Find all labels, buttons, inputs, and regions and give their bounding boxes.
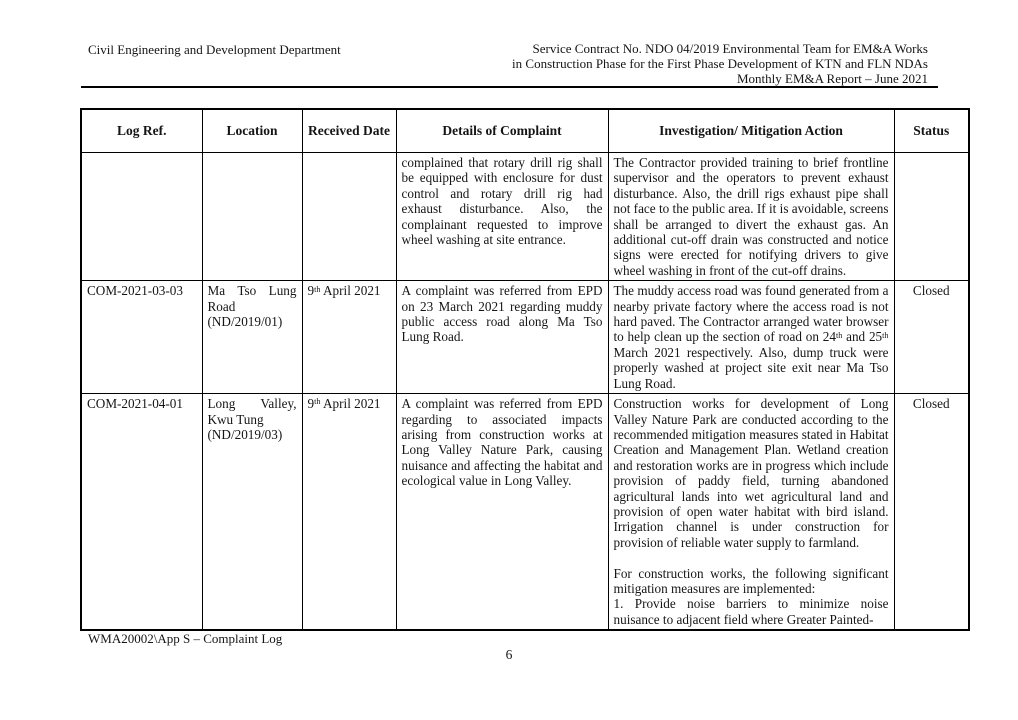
cell-log-ref [81,153,202,281]
cell-details: A complaint was referred from EPD on 23 March 2021 regarding muddy public access road along Ma Tso Lung Road. [396,281,608,394]
cell-status [894,153,969,281]
col-header-received-date: Received Date [302,109,396,153]
cell-log-ref: COM-2021-04-01 [81,394,202,631]
table-row-com-2021-03-03 [81,281,969,394]
header-report-title: Monthly EM&A Report – June 2021 [736,70,928,86]
col-header-log-ref: Log Ref. [81,109,202,153]
cell-details: A complaint was referred from EPD regarding to associated impacts arising from construction works at Long Valley Nature Park, causing nuisance and affecting the habitat and ecological value in Long Valley. [396,394,608,631]
cell-status: Closed [894,281,969,394]
table-header-row [81,109,969,153]
cell-location: Ma Tso Lung Road (ND/2019/01) [202,281,302,394]
cell-log-ref: COM-2021-03-03 [81,281,202,394]
header-department: Civil Engineering and Development Department [88,42,341,57]
header-contract-line-1: Service Contract No. NDO 04/2019 Environmental Team for EM&A Works [532,41,928,56]
col-header-location: Location [202,109,302,153]
page-number: 6 [505,647,513,662]
cell-details: complained that rotary drill rig shall be equipped with enclosure for dust control and rotary drill rig had exhaust disturbance. Also, the complainant requested to improve wheel washing at site entrance. [396,153,608,281]
header-contract-info [512,42,928,86]
cell-received-date: 9th April 2021 [302,281,396,394]
cell-received-date [302,153,396,281]
cell-received-date: 9th April 2021 [302,394,396,631]
table-row-com-2021-04-01 [81,394,969,631]
complaint-log-table [80,108,970,631]
cell-investigation: The Contractor provided training to brief frontline supervisor and the operators to prevent exhaust disturbance. Also, the drill rigs exhaust pipe shall not face to the public area. If it is avoidable, screens shall be arranged to divert the exhaust gas. An additional cut-off drain was constructed and notice signs were erected for notifying drivers to give wheel washing in front of the cut-off drains. [608,153,894,281]
col-header-investigation: Investigation/ Mitigation Action [608,109,894,153]
cell-status: Closed [894,394,969,631]
cell-location [202,153,302,281]
cell-location: Long Valley, Kwu Tung (ND/2019/03) [202,394,302,631]
col-header-details: Details of Complaint [396,109,608,153]
header-contract-line-2: in Construction Phase for the First Phase Development of KTN and FLN NDAs [512,55,928,71]
table-row-continuation [81,153,969,281]
footer-file-reference: WMA20002\App S – Complaint Log [88,631,283,646]
cell-investigation: The muddy access road was found generated from a nearby private factory where the access road is not hard paved. The Contractor arranged water browser to help clean up the section of road on 24th and 25th March 2021 respectively. Also, dump truck were properly washed at project site exit near Ma Tso Lung Road. [608,281,894,394]
col-header-status: Status [894,109,969,153]
cell-investigation: Construction works for development of Long Valley Nature Park are conducted according to the recommended mitigation measures stated in Habitat Creation and Management Plan. Wetland creation and restoration works are in progress which include provision of paddy field, turning abandoned agricultural lands into wet agricultural land and provision of open water habitat with bird island. Irrigation channel is under construction for provision of reliable water supply to farmland. For construction works, the following significant mitigation measures are implemented: 1. Provide noise barriers to minimize noise nuisance to adjacent field where Greater Painted- [608,394,894,631]
header-divider [81,86,938,88]
